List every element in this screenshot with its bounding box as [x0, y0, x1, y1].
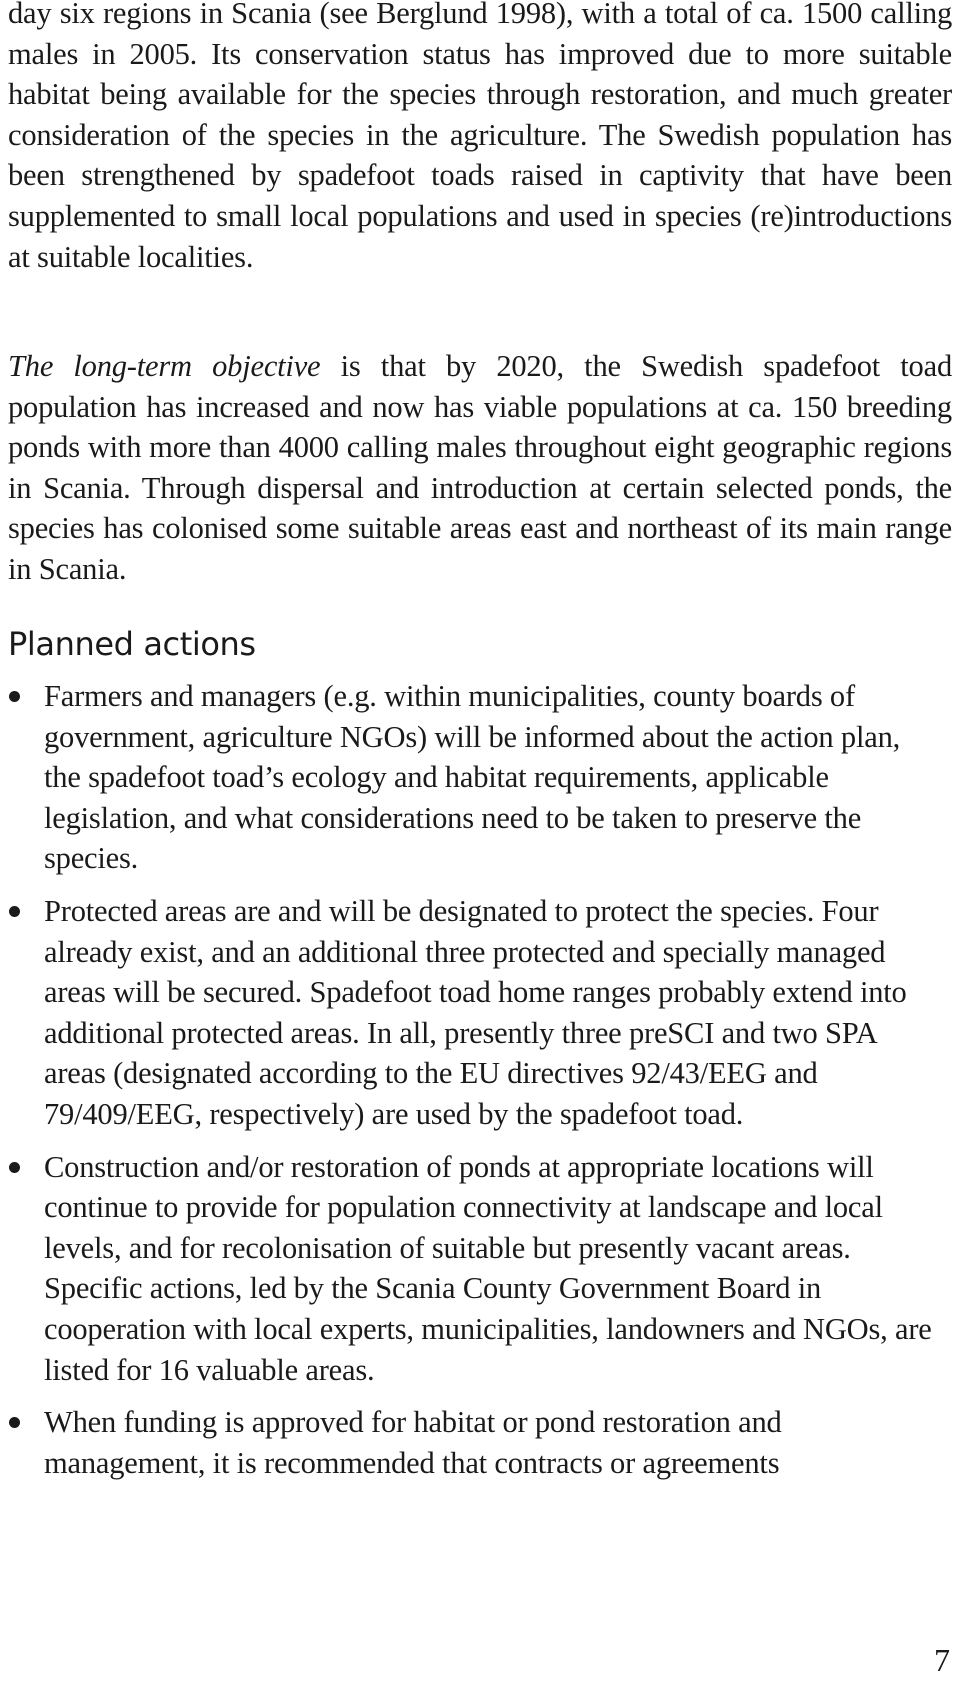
list-item-text: Farmers and managers (e.g. within municipalities, county boards of government, agriculture NGOs) will be informed about the action plan, the spadefoot toad’s ecology and habitat requirements, applicable legislation, and what considerations need to be taken to preserve the species. [44, 679, 901, 876]
bullet-icon [9, 691, 20, 702]
list-item-text: When funding is approved for habitat or pond restoration and management, it is recommended that contracts or agreements [44, 1405, 782, 1480]
bullet-icon [9, 906, 20, 917]
bullet-icon [9, 1417, 20, 1428]
objective-text: is that by 2020, the Swedish spadefoot toad population has increased and now has viable populations at ca. 150 breeding ponds with more than 4000 calling males throughout eight geographic regions in Scania. Through dispersal and introduction at certain selected ponds, the species has colonised some suitable areas east and northeast of its main range in Scania. [8, 349, 952, 586]
intro-paragraph: day six regions in Scania (see Berglund 1998), with a total of ca. 1500 calling males in 2005. Its conservation status has improved due to more suitable habitat being available for the species through restoration, and much greater consideration of the species in the agriculture. The Swedish population has been strengthened by spadefoot toads raised in captivity that have been supplemented to small local populations and used in species (re)introductions at suitable localities. [8, 0, 952, 274]
objective-paragraph [8, 346, 952, 590]
list-item [0, 891, 944, 1135]
list-item [0, 676, 944, 879]
page-number: 7 [934, 1642, 950, 1678]
section-heading: Planned actions [8, 625, 256, 663]
list-item [0, 1402, 944, 1483]
planned-actions-list [0, 676, 960, 1495]
bullet-icon [9, 1162, 20, 1173]
objective-lead-italic: The long-term objective [8, 349, 321, 383]
list-item-text: Protected areas are and will be designated to protect the species. Four already exist, and an additional three protected and specially managed areas will be secured. Spadefoot toad home ranges probably extend into additional protected areas. In all, presently three preSCI and two SPA areas (designated according to the EU directives 92/43/EEG and 79/409/EEG, respectively) are used by the spadefoot toad. [44, 893, 907, 1131]
list-item [0, 1147, 944, 1391]
list-item-text: Construction and/or restoration of ponds at appropriate locations will continue to provide for population connectivity at landscape and local levels, and for recolonisation of suitable but presently vacant areas. Specific actions, led by the Scania County Government Board in cooperation with local experts, municipalities, landowners and NGOs, are listed for 16 valuable areas. [44, 1149, 932, 1387]
